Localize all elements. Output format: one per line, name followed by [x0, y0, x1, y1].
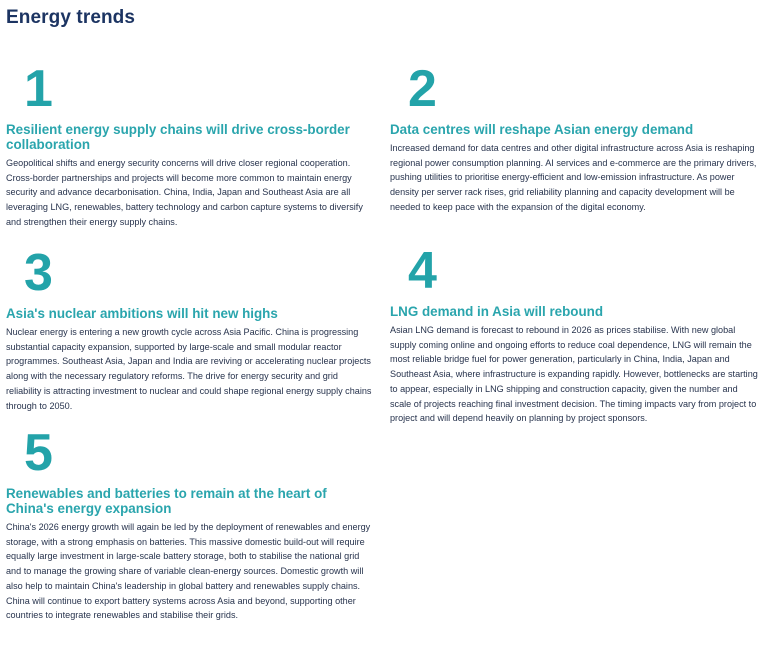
- trend-body: Geopolitical shifts and energy security concerns will drive closer regional cooperation. Cross-border partnerships and projects will become more common to maintain energy security and advance decarbonisation. China, India, Japan and Southeast Asia are all leveraging LNG, renewables, battery technology and carbon capture systems to diversify and strengthen their energy supply chains.: [6, 158, 363, 227]
- trend-heading: Resilient energy supply chains will drive cross-border collaboration: [6, 122, 350, 152]
- trend-number: 3: [24, 244, 53, 302]
- trend-number: 5: [24, 424, 53, 482]
- trend-heading: Renewables and batteries to remain at the heart of China's energy expansion: [6, 486, 327, 516]
- trend-heading: Asia's nuclear ambitions will hit new highs: [6, 306, 278, 321]
- trend-4: [390, 242, 760, 426]
- trend-body: China's 2026 energy growth will again be led by the deployment of renewables and energy storage, with a strong emphasis on batteries. This massive domestic build-out will require equally large investment in large-scale battery storage, both to stabilise the national grid and to manage the growing share of variable clean-energy sources. Domestic growth will also help to maintain China's leadership in global battery and renewables supply chains. China will continue to export battery systems across Asia and beyond, supporting other countries to integrate renewables and stabilise their grids.: [6, 522, 371, 621]
- page-title: Energy trends: [6, 7, 136, 28]
- trend-number: 1: [24, 60, 53, 118]
- trend-body: Increased demand for data centres and other digital infrastructure across Asia is reshaping regional power consumption planning. AI services and e-commerce are the primary drivers, pushing utilities to prioritise energy-efficient and low-emission infrastructure. As power density per server rack rises, grid reliability planning and capacity development will be needed to keep pace with the expansion of the digital economy.: [390, 143, 757, 212]
- trend-body: Nuclear energy is entering a new growth cycle across Asia Pacific. China is progressing substantial capacity expansion, supported by large-scale and small modular reactor programmes. Southeast Asia, Japan and India are reviving or accelerating nuclear projects along with the necessary regulatory reforms. The drive for energy security and grid reliability is attracting investment to nuclear and could shape regional energy supply chains through to 2050.: [6, 327, 372, 411]
- trend-5: [6, 424, 374, 623]
- trend-3: [6, 244, 374, 413]
- trend-heading: Data centres will reshape Asian energy demand: [390, 122, 694, 137]
- trend-number: 4: [408, 242, 437, 300]
- trend-number: 2: [408, 60, 437, 118]
- trend-2: [390, 60, 760, 215]
- trend-body: Asian LNG demand is forecast to rebound in 2026 as prices stabilise. With new global supply coming online and ongoing efforts to reduce coal dependence, LNG will remain the most reliable bridge fuel for power generation, particularly in China, India, Japan and Southeast Asia, where infrastructure is expanding rapidly. However, bottlenecks are starting to appear, especially in LNG shipping and construction capacity, given the number and scale of projects reaching final investment decision. The timing impacts vary from project to project and will depend heavily on planning by project sponsors.: [390, 325, 758, 424]
- trend-heading: LNG demand in Asia will rebound: [390, 304, 604, 319]
- trend-1: [6, 60, 374, 230]
